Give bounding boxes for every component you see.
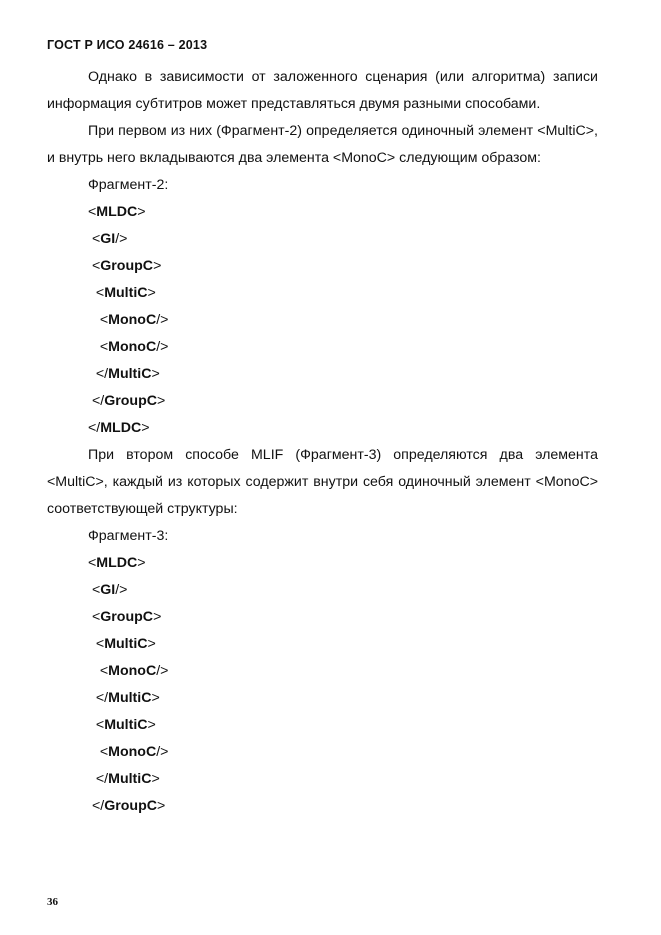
tag-close: > [147, 717, 156, 733]
tag-close: > [147, 636, 156, 652]
document-header: ГОСТ Р ИСО 24616 – 2013 [47, 38, 208, 52]
tag-close: /> [156, 663, 169, 679]
tag-name: GroupC [100, 258, 154, 274]
code-line [47, 631, 598, 658]
tag-open: < [95, 717, 105, 733]
tag-open: < [99, 339, 109, 355]
fragment-2-code [47, 199, 598, 442]
code-line [47, 334, 598, 361]
tag-open: < [88, 555, 97, 571]
code-indent [88, 663, 100, 679]
code-indent [88, 339, 100, 355]
tag-close: > [147, 285, 156, 301]
code-indent [88, 312, 100, 328]
tag-name: MultiC [108, 366, 152, 382]
paragraph-3: При втором способе MLIF (Фрагмент-3) определяются два элемента <MultiC>, каждый из которых содержит внутри себя одиночный элемент <MonoC> соответствующей структуры: [47, 447, 598, 517]
tag-name: MultiC [108, 690, 152, 706]
tag-close: /> [156, 744, 169, 760]
code-line [47, 253, 598, 280]
tag-close: > [151, 690, 160, 706]
tag-open: < [91, 231, 101, 247]
tag-close: > [151, 771, 160, 787]
tag-close: > [153, 609, 162, 625]
tag-open: </ [88, 420, 101, 436]
code-line [47, 739, 598, 766]
page-number: 36 [47, 896, 58, 908]
tag-open: </ [95, 366, 109, 382]
code-line [47, 658, 598, 685]
tag-name: MLDC [100, 420, 142, 436]
code-line [47, 388, 598, 415]
tag-close: /> [156, 339, 169, 355]
tag-close: > [157, 393, 166, 409]
tag-open: < [95, 285, 105, 301]
code-indent [88, 285, 96, 301]
code-line [47, 712, 598, 739]
tag-open: </ [95, 771, 109, 787]
code-line [47, 793, 598, 820]
code-line [47, 766, 598, 793]
tag-close: /> [115, 231, 128, 247]
tag-name: MLDC [96, 555, 138, 571]
tag-close: /> [156, 312, 169, 328]
tag-open: < [99, 744, 109, 760]
code-line [47, 604, 598, 631]
page-body [47, 64, 598, 820]
code-indent [88, 717, 96, 733]
tag-open: < [91, 609, 101, 625]
code-line [47, 226, 598, 253]
tag-open: < [99, 312, 109, 328]
tag-close: > [137, 555, 146, 571]
code-indent [88, 690, 96, 706]
tag-open: < [91, 258, 101, 274]
tag-close: > [157, 798, 166, 814]
code-line [47, 415, 598, 442]
tag-name: MultiC [108, 771, 152, 787]
fragment-3-label: Фрагмент-3: [88, 528, 169, 544]
paragraph-2: При первом из них (Фрагмент-2) определяется одиночный элемент <MultiC>, и внутрь него вкладываются два элемента <MonoC> следующим образом: [47, 123, 598, 166]
tag-open: </ [91, 798, 105, 814]
tag-open: </ [91, 393, 105, 409]
tag-name: GroupC [104, 393, 157, 409]
code-line [47, 307, 598, 334]
tag-close: > [151, 366, 160, 382]
code-line [47, 685, 598, 712]
code-indent [88, 636, 96, 652]
tag-name: MonoC [108, 339, 157, 355]
tag-name: MonoC [108, 663, 157, 679]
tag-name: GroupC [100, 609, 154, 625]
code-line [47, 550, 598, 577]
tag-name: GroupC [104, 798, 157, 814]
code-line [47, 361, 598, 388]
code-line [47, 199, 598, 226]
fragment-3-code [47, 550, 598, 820]
tag-name: MonoC [108, 744, 157, 760]
tag-close: /> [115, 582, 128, 598]
tag-close: > [141, 420, 150, 436]
tag-name: MultiC [104, 285, 148, 301]
tag-name: MonoC [108, 312, 157, 328]
tag-close: > [153, 258, 162, 274]
code-line [47, 577, 598, 604]
tag-open: < [88, 204, 97, 220]
tag-open: < [91, 582, 101, 598]
tag-name: GI [100, 231, 116, 247]
paragraph-1: Однако в зависимости от заложенного сценария (или алгоритма) записи информация субтитров может представляться двумя разными способами. [47, 69, 598, 112]
tag-open: </ [95, 690, 109, 706]
tag-close: > [137, 204, 146, 220]
code-indent [88, 366, 96, 382]
tag-name: MultiC [104, 717, 148, 733]
tag-open: < [95, 636, 105, 652]
tag-name: GI [100, 582, 116, 598]
fragment-2-label: Фрагмент-2: [88, 177, 169, 193]
tag-name: MultiC [104, 636, 148, 652]
code-indent [88, 744, 100, 760]
tag-open: < [99, 663, 109, 679]
code-indent [88, 771, 96, 787]
tag-name: MLDC [96, 204, 138, 220]
code-line [47, 280, 598, 307]
